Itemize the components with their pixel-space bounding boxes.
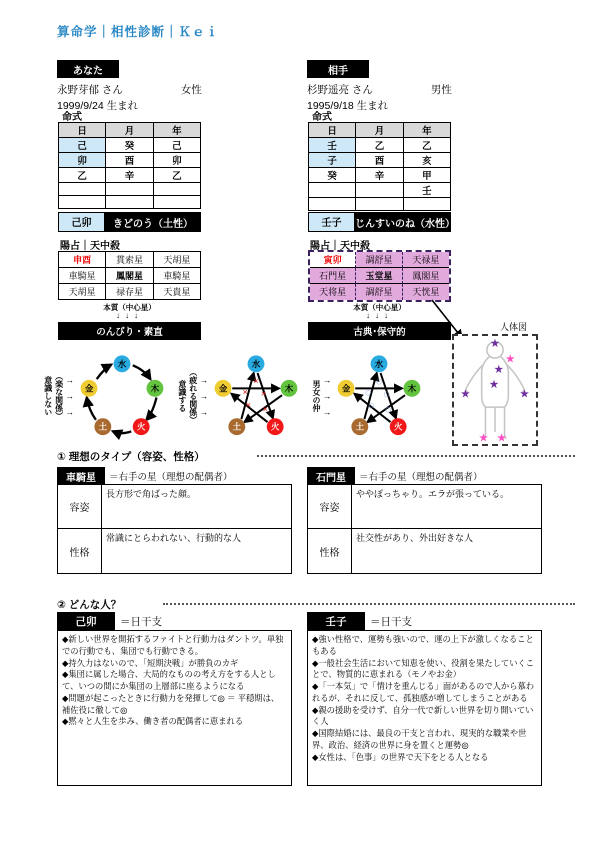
table-header-cell: 年 <box>403 123 450 138</box>
svg-text:★: ★ <box>493 361 504 376</box>
svg-text:○: ○ <box>385 405 392 414</box>
table-cell: 癸 <box>106 138 153 153</box>
appearance-text: ややぽっちゃり。エラが張っている。 <box>352 485 541 529</box>
controlling-cycle-diagram <box>210 346 302 446</box>
table-cell: 貫索星 <box>106 252 153 268</box>
row-label: 性格 <box>58 529 102 573</box>
bullet-item: ◆持久力はないので、「短期決戦」が勝負のカギ <box>62 657 239 668</box>
table-cell: 乙 <box>59 168 106 183</box>
you-badge: あなた <box>57 60 119 78</box>
down-arrows-icon: ↓↓↓ <box>116 311 143 320</box>
you-kanshi-reading: きどのう（土性） <box>105 212 201 232</box>
generating-cycle-diagram <box>76 346 168 446</box>
svg-text:★: ★ <box>488 377 500 392</box>
partner-yousen-table <box>308 250 451 302</box>
partner-day-kanshi-badge: 壬子 <box>307 612 365 630</box>
bullet-item: ◆強い性格で、運勢も強いので、運の上下が激しくなることもある <box>312 634 534 656</box>
label-line: （楽な関係） <box>54 372 64 420</box>
partner-ideal-star-badge: 石門星 <box>307 467 355 485</box>
you-ideal-star-desc: ＝右手の星（理想の配偶者） <box>109 472 233 483</box>
element-label: 土 <box>232 421 242 432</box>
element-label: 水 <box>251 358 261 369</box>
element-label: 金 <box>84 383 94 394</box>
page-title: 算命学｜相性診断｜Ｋｅｉ <box>57 25 220 39</box>
partner-birth: 1995/9/18 生まれ <box>307 99 389 112</box>
table-cell: 天貴星 <box>153 284 200 300</box>
label-line: 意識しない <box>43 376 53 416</box>
table-cell: 申酉 <box>59 252 106 268</box>
body-figure-label: 人体図 <box>500 322 528 332</box>
element-label: 土 <box>98 421 108 432</box>
human-body-icon <box>454 336 536 444</box>
partner-meishiki-label: 命式 <box>312 112 332 123</box>
svg-text:★: ★ <box>519 386 530 401</box>
right-arrows-icon: → → → <box>65 374 75 418</box>
table-cell <box>356 198 403 211</box>
element-label: 水 <box>117 358 127 369</box>
dotted-divider <box>257 455 575 457</box>
table-header-cell: 月 <box>356 123 403 138</box>
table-cell <box>309 183 356 198</box>
svg-text:○: ○ <box>368 401 375 410</box>
table-cell: 寅卯 <box>310 252 356 268</box>
right-arrows-icon: → → → <box>199 374 209 418</box>
cycle-diagram-label <box>42 348 64 444</box>
personality-text: 常識にとらわれない、行動的な人 <box>106 533 242 543</box>
element-label: 金 <box>219 383 228 394</box>
partner-honshitsu-label: 本質（中心星） <box>353 303 406 312</box>
partner-name: 杉野遥亮 さん <box>307 83 373 96</box>
table-cell: 卯 <box>153 153 200 168</box>
partner-gender: 男性 <box>430 83 452 96</box>
row-label: 容姿 <box>308 485 352 529</box>
table-cell: 車騎星 <box>59 268 106 284</box>
svg-text:✕: ✕ <box>260 390 267 398</box>
element-label: 木 <box>408 383 417 394</box>
table-cell: 天胡星 <box>153 252 200 268</box>
table-cell: 天禄星 <box>403 252 449 268</box>
table-cell: 石門星 <box>310 268 356 284</box>
you-yousen-table <box>58 251 201 300</box>
partner-kanshi-row <box>308 212 455 232</box>
right-arrows-icon: → → → <box>322 374 332 418</box>
table-header-cell: 月 <box>106 123 153 138</box>
table-header-cell: 日 <box>59 123 106 138</box>
body-figure-box <box>452 334 538 446</box>
table-header-cell: 年 <box>153 123 200 138</box>
partner-kanshi-badge: 壬子 <box>308 212 355 232</box>
romance-cycle-diagram <box>333 346 425 446</box>
partner-personality-box <box>307 630 542 786</box>
table-cell: 甲 <box>403 168 450 183</box>
svg-text:○: ○ <box>384 390 391 398</box>
table-cell: 壬 <box>309 138 356 153</box>
label-line: 男女の仲 <box>311 380 321 412</box>
element-label: 木 <box>150 383 160 394</box>
table-cell: 天恍星 <box>403 284 449 300</box>
bullet-item: ◆新しい世界を開拓するファイトと行動力はダントツ。単独での行動でも、集団でも行動できる。 <box>62 634 284 656</box>
table-cell: 卯 <box>59 153 106 168</box>
table-cell: 酉 <box>356 153 403 168</box>
bullet-item: ◆「一本気」で「情けを重んじる」面があるので人から慕われるが、それに反して、孤独感が増してしまうことがある <box>312 681 535 703</box>
section2-title: ② どんな人？ <box>57 599 122 611</box>
table-cell: 鳳閣星 <box>403 268 449 284</box>
you-meishiki-label: 命式 <box>62 112 82 123</box>
you-name: 永野芽郁 さん <box>57 83 123 96</box>
row-label: 性格 <box>308 529 352 573</box>
table-cell: 辛 <box>106 168 153 183</box>
you-personality-box <box>57 630 292 786</box>
label-line: 意識する <box>177 380 187 412</box>
row-label: 容姿 <box>58 485 102 529</box>
you-kanshi-row <box>58 212 201 232</box>
you-birth: 1999/9/24 生まれ <box>57 99 139 112</box>
you-meishiki-table <box>58 122 201 209</box>
table-cell: 亥 <box>403 153 450 168</box>
partner-badge: 相手 <box>307 60 369 78</box>
bullet-item: ◆問題が起こったときに行動力を発揮して◎ ＝ 平穏期は、補佐役に徹して◎ <box>62 692 280 715</box>
svg-text:★: ★ <box>505 351 516 366</box>
section2-you-block <box>57 613 292 786</box>
svg-text:★: ★ <box>460 386 471 401</box>
bullet-item: ◆国際結婚には、最良の干支と言われ、現実的な職業や世界、政治、経済の世界に身を置くと運勢◎ <box>312 728 527 751</box>
element-label: 土 <box>356 421 365 432</box>
table-cell <box>153 196 200 209</box>
bullet-item: ◆女性は、「色事」の世界で天下をとる人となる <box>312 751 489 762</box>
table-cell: 車騎星 <box>153 268 200 284</box>
romance-diagram-label <box>310 348 321 444</box>
bullet-item: ◆集団に属した場合、大局的なものの考え方をする人として、いつの間にか集団の上層部に座るようになる <box>62 669 276 692</box>
table-header-cell: 日 <box>309 123 356 138</box>
you-gender: 女性 <box>180 83 202 96</box>
personality-text: 社交性があり、外出好きな人 <box>356 533 474 543</box>
element-label: 火 <box>394 421 403 432</box>
element-label: 金 <box>342 383 351 394</box>
you-day-kanshi-badge: 己卯 <box>57 612 115 630</box>
partner-kanshi-reading: じんすいのね（水性） <box>355 212 451 232</box>
svg-text:○: ○ <box>365 388 372 397</box>
table-cell: 天胡星 <box>59 284 106 300</box>
you-ideal-star-badge: 車騎星 <box>57 467 105 485</box>
table-cell: 乙 <box>403 138 450 153</box>
table-cell <box>153 183 200 196</box>
you-nature-banner: のんびり・素直 <box>58 322 201 340</box>
down-arrows-icon: ↓↓↓ <box>366 311 393 320</box>
partner-ideal-star-desc: ＝右手の星（理想の配偶者） <box>359 472 483 483</box>
svg-text:✕: ✕ <box>262 405 269 414</box>
svg-text:✕: ✕ <box>253 377 260 386</box>
table-cell <box>59 183 106 196</box>
element-diagrams <box>42 344 447 448</box>
table-cell: 子 <box>309 153 356 168</box>
section1-you-table <box>57 468 292 574</box>
partner-meishiki-table <box>308 122 451 211</box>
bullet-item: ◆一般社会生活において知恵を使い、役割を果たしていくことで、物質的に恵まれる（モノやお金） <box>312 657 535 680</box>
svg-text:✕: ✕ <box>245 401 252 410</box>
you-honshitsu-label: 本質（中心星） <box>103 303 156 312</box>
table-cell <box>403 198 450 211</box>
section1-partner-table <box>307 468 542 574</box>
table-cell: 酉 <box>106 153 153 168</box>
table-cell <box>106 196 153 209</box>
bullet-item: ◆親の援助を受けず、自分一代で新しい世界を切り開いていく人 <box>312 704 534 727</box>
table-cell: 乙 <box>153 168 200 183</box>
table-cell: 調舒星 <box>356 284 402 300</box>
table-cell <box>59 196 106 209</box>
person-you <box>57 60 292 113</box>
section2-partner-block <box>307 613 542 786</box>
table-cell: 調舒星 <box>356 252 402 268</box>
element-label: 水 <box>375 358 384 369</box>
you-yousen-label: 陽占｜天中殺 <box>60 241 120 252</box>
table-cell: 己 <box>59 138 106 153</box>
element-label: 木 <box>284 383 294 394</box>
element-label: 火 <box>137 421 146 432</box>
day-kanshi-desc: ＝日干支 <box>120 615 162 628</box>
clash-diagram-label <box>176 348 198 444</box>
svg-text:★: ★ <box>478 430 489 444</box>
table-cell <box>309 198 356 211</box>
appearance-text: 長方形で角ばった顔。 <box>102 485 291 529</box>
table-cell: 辛 <box>356 168 403 183</box>
table-cell: 壬 <box>403 183 450 198</box>
table-cell-center-star: 鳳閣星 <box>106 268 153 284</box>
table-cell: 己 <box>153 138 200 153</box>
you-kanshi-badge: 己卯 <box>58 212 105 232</box>
svg-text:★: ★ <box>496 430 507 444</box>
table-cell <box>356 183 403 198</box>
svg-text:★: ★ <box>489 336 501 351</box>
table-cell: 禄存星 <box>106 284 153 300</box>
day-kanshi-desc: ＝日干支 <box>370 615 412 628</box>
svg-text:○: ○ <box>376 377 383 386</box>
bullet-item: ◆黙々と人生を歩み、働き者の配偶者に恵まれる <box>62 716 244 727</box>
svg-text:✕: ✕ <box>242 388 249 397</box>
dotted-divider <box>163 603 575 605</box>
partner-nature-banner: 古典･保守的 <box>308 322 451 340</box>
label-line: （疲れる関係） <box>188 368 198 424</box>
element-label: 火 <box>271 421 280 432</box>
table-cell: 癸 <box>309 168 356 183</box>
person-partner <box>307 60 542 113</box>
table-cell: 乙 <box>356 138 403 153</box>
partner-yousen-label: 陽占｜天中殺 <box>310 241 370 252</box>
table-cell-center-star: 玉堂星 <box>356 268 402 284</box>
table-cell <box>106 183 153 196</box>
table-cell: 天将星 <box>310 284 356 300</box>
section1-title: ① 理想のタイプ（容姿、性格） <box>57 451 205 463</box>
